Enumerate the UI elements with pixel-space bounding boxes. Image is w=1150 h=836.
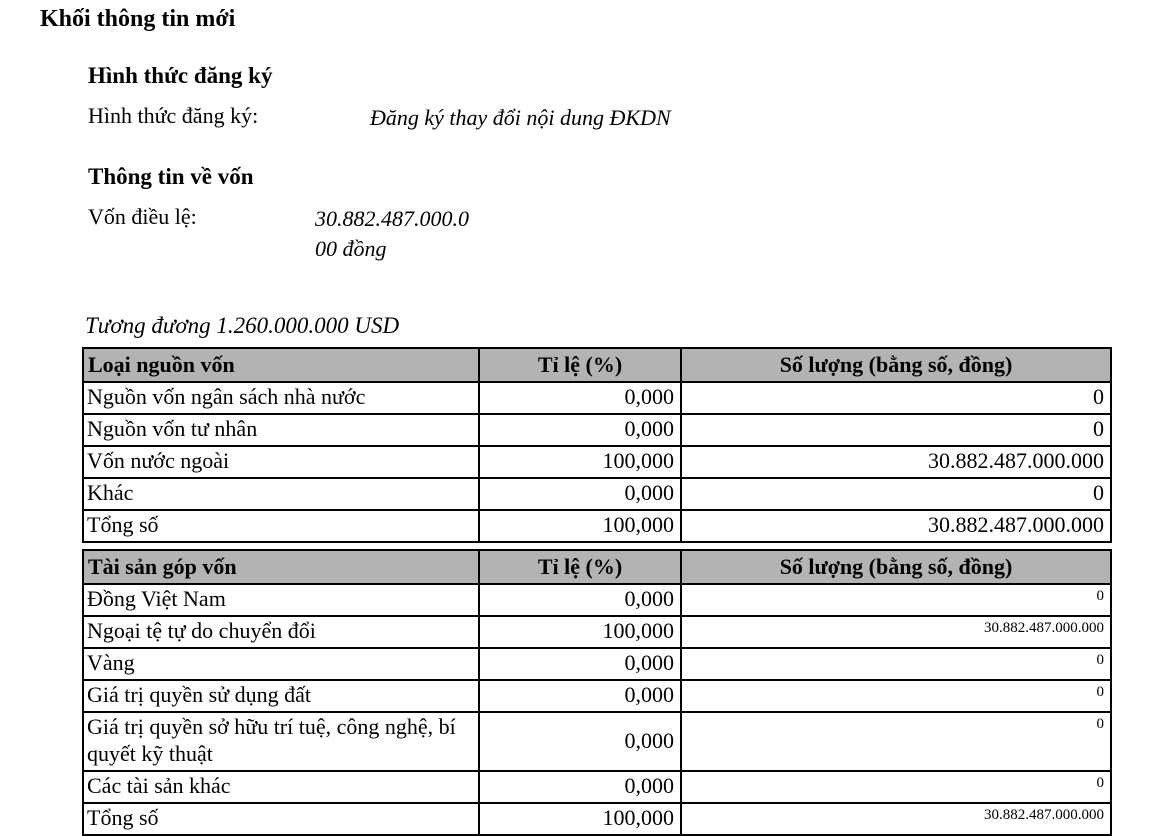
- capital-sources-table-body: [83, 382, 1111, 542]
- table-row: [83, 712, 1111, 771]
- field-registration-type: [88, 103, 1110, 133]
- column-header: Số lượng (bằng số, đồng): [681, 348, 1111, 382]
- cell-percentage: 0,000: [479, 382, 681, 414]
- cell-amount: 0: [681, 382, 1111, 414]
- cell-percentage: 0,000: [479, 478, 681, 510]
- cell-category: Tổng số: [83, 803, 479, 835]
- header-row: [83, 550, 1111, 584]
- cell-percentage: 100,000: [479, 510, 681, 542]
- registration-type-label: Hình thức đăng ký:: [88, 103, 259, 128]
- capital-sources-table: [82, 347, 1112, 543]
- cell-percentage: 0,000: [479, 648, 681, 680]
- cell-percentage: 0,000: [479, 680, 681, 712]
- contributed-assets-table-header: [83, 550, 1111, 584]
- cell-percentage: 0,000: [479, 414, 681, 446]
- cell-amount: 30.882.487.000.000: [681, 510, 1111, 542]
- cell-amount: 30.882.487.000.000: [681, 616, 1111, 648]
- table-row: [83, 382, 1111, 414]
- cell-amount: 0: [681, 478, 1111, 510]
- column-header: Tài sản góp vốn: [83, 550, 479, 584]
- cell-amount: 0: [681, 712, 1111, 771]
- cell-percentage: 0,000: [479, 584, 681, 616]
- column-header: Loại nguồn vốn: [83, 348, 479, 382]
- contributed-assets-table-body: [83, 584, 1111, 835]
- cell-amount: 30.882.487.000.000: [681, 803, 1111, 835]
- cell-amount: 0: [681, 414, 1111, 446]
- cell-category: Nguồn vốn ngân sách nhà nước: [83, 382, 479, 414]
- field-charter-capital: [88, 204, 1110, 264]
- contributed-assets-table: [82, 549, 1112, 836]
- cell-amount: 0: [681, 584, 1111, 616]
- table-row: [83, 584, 1111, 616]
- cell-category: Tổng số: [83, 510, 479, 542]
- column-header: Số lượng (bằng số, đồng): [681, 550, 1111, 584]
- table-row: [83, 478, 1111, 510]
- cell-category: Vàng: [83, 648, 479, 680]
- cell-category: Giá trị quyền sở hữu trí tuệ, công nghệ, bí quyết kỹ thuật: [83, 712, 479, 771]
- cell-percentage: 100,000: [479, 616, 681, 648]
- table-row: [83, 803, 1111, 835]
- cell-category: Các tài sản khác: [83, 771, 479, 803]
- cell-amount: 30.882.487.000.000: [681, 446, 1111, 478]
- usd-equivalent-note: Tương đương 1.260.000.000 USD: [85, 313, 400, 338]
- cell-percentage: 100,000: [479, 446, 681, 478]
- column-header: Tỉ lệ (%): [479, 348, 681, 382]
- section-capital: [40, 164, 1110, 264]
- header-row: [83, 348, 1111, 382]
- cell-category: Vốn nước ngoài: [83, 446, 479, 478]
- cell-category: Đồng Việt Nam: [83, 584, 479, 616]
- cell-category: Nguồn vốn tư nhân: [83, 414, 479, 446]
- section-registration: [40, 63, 1110, 133]
- table-row: [83, 414, 1111, 446]
- cell-amount: 0: [681, 648, 1111, 680]
- charter-capital-label: Vốn điều lệ:: [88, 204, 197, 229]
- cell-percentage: 0,000: [479, 712, 681, 771]
- section-heading-registration: Hình thức đăng ký: [88, 63, 273, 88]
- page-title: Khối thông tin mới: [40, 6, 236, 32]
- table-row: [83, 510, 1111, 542]
- column-header: Tỉ lệ (%): [479, 550, 681, 584]
- table-row: [83, 771, 1111, 803]
- registration-type-value: Đăng ký thay đổi nội dung ĐKDN: [370, 105, 671, 130]
- cell-amount: 0: [681, 680, 1111, 712]
- cell-category: Ngoại tệ tự do chuyển đổi: [83, 616, 479, 648]
- charter-capital-value: [315, 204, 469, 264]
- cell-category: Giá trị quyền sử dụng đất: [83, 680, 479, 712]
- table-row: [83, 648, 1111, 680]
- cell-percentage: 0,000: [479, 771, 681, 803]
- cell-percentage: 100,000: [479, 803, 681, 835]
- table-row: [83, 680, 1111, 712]
- cell-amount: 0: [681, 771, 1111, 803]
- cell-category: Khác: [83, 478, 479, 510]
- charter-capital-value-line1: 30.882.487.000.0: [315, 206, 469, 231]
- table-row: [83, 616, 1111, 648]
- table-row: [83, 446, 1111, 478]
- charter-capital-value-line2: 00 đồng: [315, 236, 387, 261]
- section-heading-capital: Thông tin về vốn: [88, 164, 254, 189]
- capital-sources-table-header: [83, 348, 1111, 382]
